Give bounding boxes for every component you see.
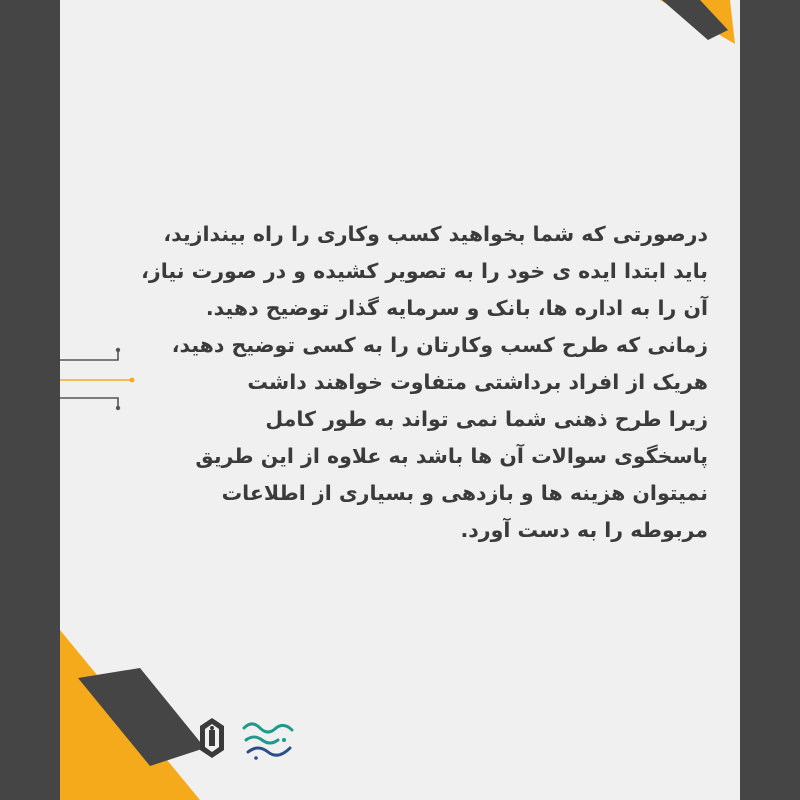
body-text-line: هریک از افراد برداشتی متفاوت خواهند داشت: [247, 370, 708, 394]
calligraphy-brand-logo: [238, 718, 298, 764]
top-right-corner-decoration: [600, 0, 800, 120]
body-text-line: درصورتی که شما بخواهید کسب وکاری را راه بیندازید،: [163, 222, 708, 246]
body-text-line: زیرا طرح ذهنی شما نمی تواند به طور کامل: [265, 407, 708, 431]
body-text-line: آن را به اداره ها، بانک و سرمایه گذار توضیح دهید.: [205, 296, 708, 320]
circuit-lines-decoration: [60, 340, 140, 420]
footer-logos: [190, 716, 300, 776]
body-text-line: مربوطه را به دست آورد.: [460, 518, 708, 542]
body-text-line: باید ابتدا ایده ی خود را به تصویر کشیده و در صورت نیاز،: [141, 259, 708, 283]
body-text: [141, 216, 708, 549]
institution-emblem-icon: [190, 716, 234, 762]
body-text-line: نمیتوان هزینه ها و بازدهی و بسیاری از اطلاعات: [221, 481, 708, 505]
body-text-line: زمانی که طرح کسب وکارتان را به کسی توضیح دهید،: [171, 333, 708, 357]
bottom-left-corner-decoration: [0, 620, 220, 800]
body-text-line: پاسخگوی سوالات آن ها باشد به علاوه از این طریق: [195, 444, 708, 468]
